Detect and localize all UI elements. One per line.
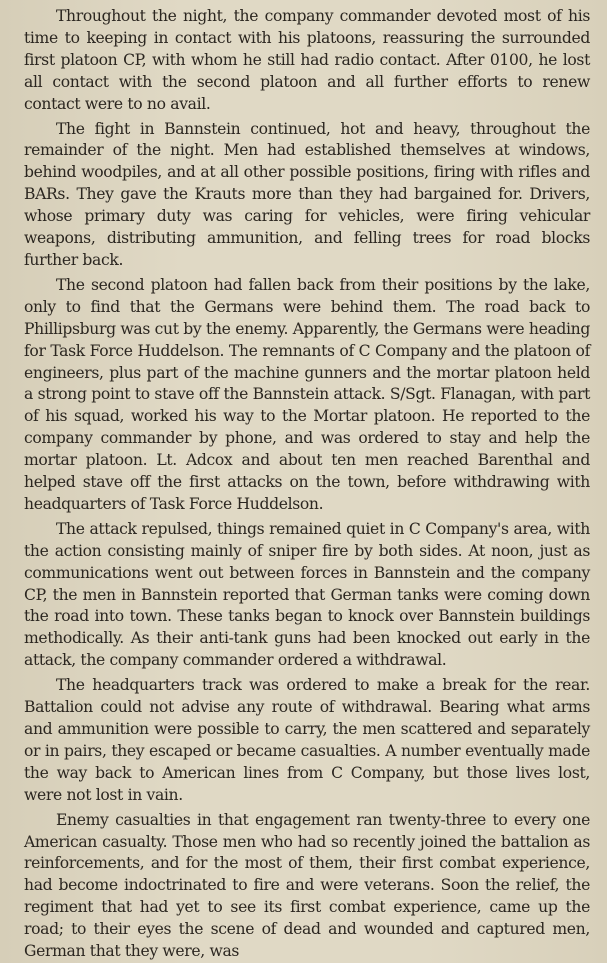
paragraph-enemy-casualties: Enemy casualties in that engagement ran twenty-three to every one American casualty. Those men who had so recently joined the battalion as reinforcements, and for the most of them, their first combat experience, had become indoctrinated to fire and were veterans. Soon the relief, the regiment that had yet to see its first combat experience, came up the road; to their eyes the scene of dead and wounded and captured men, German that they were, was [24, 810, 590, 961]
paragraph-second-platoon: The second platoon had fallen back from their positions by the lake, only to find that the Germans were behind them. The road back to Phillipsburg was cut by the enemy. Apparently, the Germans were heading for Task Force Huddelson. The remnants of C Company and the platoon of engineers, plus part of the machine gunners and the mortar platoon held a strong point to stave off the Bannstein attack. S/Sgt. Flanagan, with part of his squad, worked his way to the Mortar platoon. He reported to the company commander by phone, and was ordered to stay and help the mortar platoon. Lt. Adcox and about ten men reached Barenthal and helped stave off the first attacks on the town, before withdrawing with headquarters of Task Force Huddelson. [24, 275, 590, 513]
paragraph-night-contact: Throughout the night, the company commander devoted most of his time to keeping in contact with his platoons, reassuring the surrounded first platoon CP, with whom he still had radio contact. After 0100, he lost all contact with the second platoon and all further efforts to renew contact were to no avail. [24, 7, 590, 113]
paragraph-attack-repulsed: The attack repulsed, things remained quiet in C Company's area, with the action consisting mainly of sniper fire by both sides. At noon, just as communications went out between forces in Bannstein and the company CP, the men in Bannstein reported that German tanks were coming down the road into town. These tanks began to knock over Bannstein buildings methodically. As their anti-tank guns had been knocked out early in the attack, the company commander ordered a withdrawal. [24, 519, 590, 670]
paragraph-bannstein-fight: The fight in Bannstein continued, hot and heavy, throughout the remainder of the night. Men had established themselves at windows, behind woodpiles, and at all other possible positions, firing with rifles and BARs. They gave the Krauts more than they had bargained for. Drivers, whose primary duty was caring for vehicles, were firing vehicular weapons, distributing ammunition, and felling trees for road blocks further back. [24, 119, 590, 269]
paragraph-withdrawal: The headquarters track was ordered to make a break for the rear. Battalion could not advise any route of withdrawal. Bearing what arms and ammunition were possible to carry, the men scattered and separately or in pairs, they escaped or became casualties. A number eventually made the way back to American lines from C Company, but those lives lost, were not lost in vain. [24, 676, 590, 804]
